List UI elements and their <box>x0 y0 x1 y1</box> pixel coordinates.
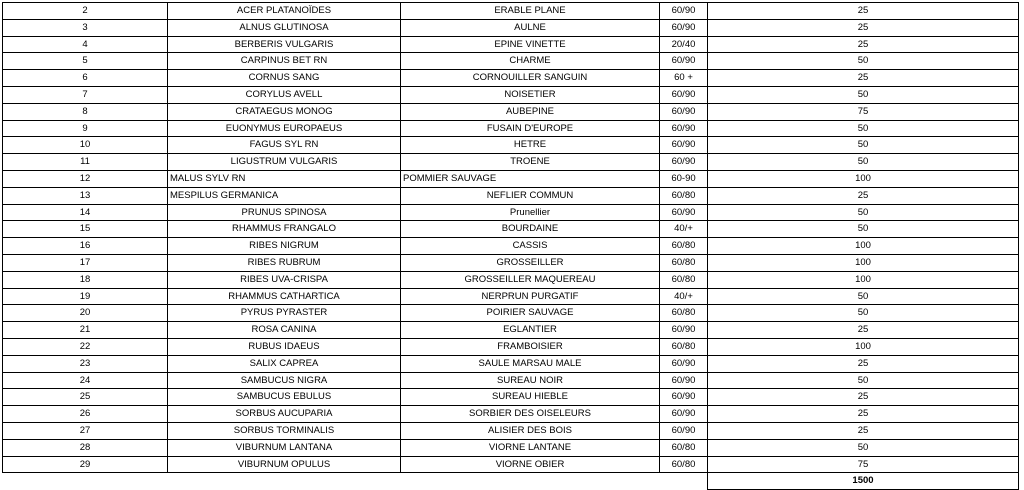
quantity-cell[interactable]: 75 <box>708 103 1019 120</box>
french-name-cell[interactable]: NOISETIER <box>401 86 660 103</box>
quantity-cell[interactable]: 100 <box>708 271 1019 288</box>
french-name-cell[interactable]: TROENE <box>401 154 660 171</box>
size-cell[interactable]: 60/80 <box>660 338 708 355</box>
size-cell[interactable]: 60/90 <box>660 422 708 439</box>
quantity-cell[interactable]: 25 <box>708 36 1019 53</box>
total-cell[interactable]: 1500 <box>708 473 1019 490</box>
blank-cell <box>660 473 708 490</box>
row-number-cell[interactable]: 25 <box>3 389 168 406</box>
row-number-cell[interactable]: 17 <box>3 254 168 271</box>
table-row <box>3 3 1019 20</box>
latin-name-cell[interactable]: FAGUS SYL RN <box>168 137 401 154</box>
plant-table-body <box>3 3 1019 473</box>
size-cell[interactable]: 60/90 <box>660 137 708 154</box>
quantity-cell[interactable]: 25 <box>708 70 1019 87</box>
quantity-cell[interactable]: 75 <box>708 456 1019 473</box>
french-name-cell[interactable]: CORNOUILLER SANGUIN <box>401 70 660 87</box>
table-row <box>3 389 1019 406</box>
quantity-cell[interactable]: 25 <box>708 187 1019 204</box>
french-name-cell[interactable]: NEFLIER COMMUN <box>401 187 660 204</box>
size-cell[interactable]: 60/90 <box>660 19 708 36</box>
size-cell[interactable]: 60/80 <box>660 271 708 288</box>
latin-name-cell[interactable]: BERBERIS VULGARIS <box>168 36 401 53</box>
quantity-cell[interactable]: 50 <box>708 439 1019 456</box>
quantity-cell[interactable]: 50 <box>708 204 1019 221</box>
french-name-cell[interactable]: EPINE VINETTE <box>401 36 660 53</box>
size-cell[interactable]: 60/90 <box>660 406 708 423</box>
french-name-cell[interactable]: GROSSEILLER <box>401 254 660 271</box>
row-number-cell[interactable]: 24 <box>3 372 168 389</box>
latin-name-cell[interactable]: SORBUS TORMINALIS <box>168 422 401 439</box>
table-row <box>3 322 1019 339</box>
french-name-cell[interactable]: EGLANTIER <box>401 322 660 339</box>
table-row <box>3 221 1019 238</box>
french-name-cell[interactable]: HETRE <box>401 137 660 154</box>
latin-name-cell[interactable]: RUBUS IDAEUS <box>168 338 401 355</box>
french-name-cell[interactable]: VIORNE LANTANE <box>401 439 660 456</box>
latin-name-cell[interactable]: RHAMMUS CATHARTICA <box>168 288 401 305</box>
blank-cell <box>401 473 660 490</box>
latin-name-cell[interactable]: PRUNUS SPINOSA <box>168 204 401 221</box>
latin-name-cell[interactable]: RIBES NIGRUM <box>168 238 401 255</box>
plant-table <box>2 2 1019 490</box>
french-name-cell[interactable]: SUREAU NOIR <box>401 372 660 389</box>
size-cell[interactable]: 60/90 <box>660 103 708 120</box>
french-name-cell[interactable]: GROSSEILLER MAQUEREAU <box>401 271 660 288</box>
french-name-cell[interactable]: SORBIER DES OISELEURS <box>401 406 660 423</box>
row-number-cell[interactable]: 15 <box>3 221 168 238</box>
quantity-cell[interactable]: 100 <box>708 238 1019 255</box>
row-number-cell[interactable]: 18 <box>3 271 168 288</box>
row-number-cell[interactable]: 5 <box>3 53 168 70</box>
latin-name-cell[interactable]: ALNUS GLUTINOSA <box>168 19 401 36</box>
french-name-cell[interactable]: CASSIS <box>401 238 660 255</box>
french-name-cell[interactable]: POMMIER SAUVAGE <box>401 170 660 187</box>
row-number-cell[interactable]: 11 <box>3 154 168 171</box>
quantity-cell[interactable]: 50 <box>708 288 1019 305</box>
latin-name-cell[interactable]: LIGUSTRUM VULGARIS <box>168 154 401 171</box>
row-number-cell[interactable]: 28 <box>3 439 168 456</box>
row-number-cell[interactable]: 9 <box>3 120 168 137</box>
size-cell[interactable]: 60/80 <box>660 254 708 271</box>
latin-name-cell[interactable]: RHAMMUS FRANGALO <box>168 221 401 238</box>
latin-name-cell[interactable]: RIBES RUBRUM <box>168 254 401 271</box>
table-row <box>3 355 1019 372</box>
french-name-cell[interactable]: BOURDAINE <box>401 221 660 238</box>
row-number-cell[interactable]: 16 <box>3 238 168 255</box>
row-number-cell[interactable]: 13 <box>3 187 168 204</box>
table-row <box>3 70 1019 87</box>
quantity-cell[interactable]: 25 <box>708 3 1019 20</box>
table-row <box>3 36 1019 53</box>
latin-name-cell[interactable]: EUONYMUS EUROPAEUS <box>168 120 401 137</box>
quantity-cell[interactable]: 25 <box>708 355 1019 372</box>
blank-cell <box>168 473 401 490</box>
size-cell[interactable]: 60/80 <box>660 187 708 204</box>
row-number-cell[interactable]: 7 <box>3 86 168 103</box>
row-number-cell[interactable]: 3 <box>3 19 168 36</box>
row-number-cell[interactable]: 2 <box>3 3 168 20</box>
size-cell[interactable]: 60/90 <box>660 355 708 372</box>
table-row <box>3 288 1019 305</box>
row-number-cell[interactable]: 12 <box>3 170 168 187</box>
latin-name-cell[interactable]: VIBURNUM LANTANA <box>168 439 401 456</box>
row-number-cell[interactable]: 19 <box>3 288 168 305</box>
total-row <box>3 473 1019 490</box>
french-name-cell[interactable]: AULNE <box>401 19 660 36</box>
quantity-cell[interactable]: 25 <box>708 389 1019 406</box>
table-row <box>3 53 1019 70</box>
quantity-cell[interactable]: 50 <box>708 86 1019 103</box>
table-row <box>3 422 1019 439</box>
latin-name-cell[interactable]: ACER PLATANOÏDES <box>168 3 401 20</box>
table-row <box>3 86 1019 103</box>
table-row <box>3 19 1019 36</box>
quantity-cell[interactable]: 50 <box>708 154 1019 171</box>
row-number-cell[interactable]: 20 <box>3 305 168 322</box>
table-row <box>3 305 1019 322</box>
table-row <box>3 187 1019 204</box>
row-number-cell[interactable]: 22 <box>3 338 168 355</box>
row-number-cell[interactable]: 27 <box>3 422 168 439</box>
french-name-cell[interactable]: ALISIER DES BOIS <box>401 422 660 439</box>
quantity-cell[interactable]: 25 <box>708 406 1019 423</box>
quantity-cell[interactable]: 25 <box>708 422 1019 439</box>
latin-name-cell[interactable]: PYRUS PYRASTER <box>168 305 401 322</box>
row-number-cell[interactable]: 29 <box>3 456 168 473</box>
table-row <box>3 406 1019 423</box>
latin-name-cell[interactable]: ROSA CANINA <box>168 322 401 339</box>
size-cell[interactable]: 60 + <box>660 70 708 87</box>
latin-name-cell[interactable]: SAMBUCUS NIGRA <box>168 372 401 389</box>
french-name-cell[interactable]: NERPRUN PURGATIF <box>401 288 660 305</box>
size-cell[interactable]: 60/80 <box>660 439 708 456</box>
quantity-cell[interactable]: 100 <box>708 338 1019 355</box>
table-row <box>3 271 1019 288</box>
row-number-cell[interactable]: 4 <box>3 36 168 53</box>
french-name-cell[interactable]: CHARME <box>401 53 660 70</box>
row-number-cell[interactable]: 8 <box>3 103 168 120</box>
row-number-cell[interactable]: 21 <box>3 322 168 339</box>
quantity-cell[interactable]: 100 <box>708 170 1019 187</box>
quantity-cell[interactable]: 50 <box>708 305 1019 322</box>
latin-name-cell[interactable]: CORNUS SANG <box>168 70 401 87</box>
latin-name-cell[interactable]: VIBURNUM OPULUS <box>168 456 401 473</box>
table-row <box>3 120 1019 137</box>
french-name-cell[interactable]: FUSAIN D'EUROPE <box>401 120 660 137</box>
size-cell[interactable]: 60/90 <box>660 389 708 406</box>
row-number-cell[interactable]: 23 <box>3 355 168 372</box>
french-name-cell[interactable]: POIRIER SAUVAGE <box>401 305 660 322</box>
latin-name-cell[interactable]: CRATAEGUS MONOG <box>168 103 401 120</box>
latin-name-cell[interactable]: SALIX CAPREA <box>168 355 401 372</box>
size-cell[interactable]: 60-90 <box>660 170 708 187</box>
size-cell[interactable]: 60/90 <box>660 120 708 137</box>
latin-name-cell[interactable]: MESPILUS GERMANICA <box>168 187 401 204</box>
quantity-cell[interactable]: 50 <box>708 137 1019 154</box>
size-cell[interactable]: 60/90 <box>660 86 708 103</box>
table-row <box>3 439 1019 456</box>
table-row <box>3 170 1019 187</box>
french-name-cell[interactable]: FRAMBOISIER <box>401 338 660 355</box>
table-row <box>3 456 1019 473</box>
size-cell[interactable]: 60/90 <box>660 53 708 70</box>
table-row <box>3 372 1019 389</box>
french-name-cell[interactable]: Prunellier <box>401 204 660 221</box>
table-row <box>3 238 1019 255</box>
size-cell[interactable]: 60/90 <box>660 372 708 389</box>
quantity-cell[interactable]: 25 <box>708 322 1019 339</box>
quantity-cell[interactable]: 50 <box>708 120 1019 137</box>
table-row <box>3 204 1019 221</box>
latin-name-cell[interactable]: SORBUS AUCUPARIA <box>168 406 401 423</box>
latin-name-cell[interactable]: SAMBUCUS EBULUS <box>168 389 401 406</box>
quantity-cell[interactable]: 100 <box>708 254 1019 271</box>
size-cell[interactable]: 60/90 <box>660 3 708 20</box>
french-name-cell[interactable]: VIORNE OBIER <box>401 456 660 473</box>
french-name-cell[interactable]: SAULE MARSAU MALE <box>401 355 660 372</box>
quantity-cell[interactable]: 50 <box>708 53 1019 70</box>
row-number-cell[interactable]: 26 <box>3 406 168 423</box>
table-row <box>3 338 1019 355</box>
size-cell[interactable]: 60/90 <box>660 204 708 221</box>
latin-name-cell[interactable]: MALUS SYLV RN <box>168 170 401 187</box>
french-name-cell[interactable]: ERABLE PLANE <box>401 3 660 20</box>
size-cell[interactable]: 60/80 <box>660 305 708 322</box>
table-row <box>3 154 1019 171</box>
french-name-cell[interactable]: SUREAU HIEBLE <box>401 389 660 406</box>
row-number-cell[interactable]: 10 <box>3 137 168 154</box>
row-number-cell[interactable]: 14 <box>3 204 168 221</box>
size-cell[interactable]: 20/40 <box>660 36 708 53</box>
table-row <box>3 137 1019 154</box>
latin-name-cell[interactable]: CARPINUS BET RN <box>168 53 401 70</box>
table-row <box>3 254 1019 271</box>
table-row <box>3 103 1019 120</box>
row-number-cell[interactable]: 6 <box>3 70 168 87</box>
size-cell[interactable]: 60/90 <box>660 154 708 171</box>
size-cell[interactable]: 40/+ <box>660 288 708 305</box>
quantity-cell[interactable]: 50 <box>708 221 1019 238</box>
quantity-cell[interactable]: 50 <box>708 372 1019 389</box>
size-cell[interactable]: 60/80 <box>660 456 708 473</box>
size-cell[interactable]: 60/90 <box>660 322 708 339</box>
size-cell[interactable]: 60/80 <box>660 238 708 255</box>
quantity-cell[interactable]: 25 <box>708 19 1019 36</box>
blank-cell <box>3 473 168 490</box>
latin-name-cell[interactable]: CORYLUS AVELL <box>168 86 401 103</box>
size-cell[interactable]: 40/+ <box>660 221 708 238</box>
french-name-cell[interactable]: AUBEPINE <box>401 103 660 120</box>
latin-name-cell[interactable]: RIBES UVA-CRISPA <box>168 271 401 288</box>
